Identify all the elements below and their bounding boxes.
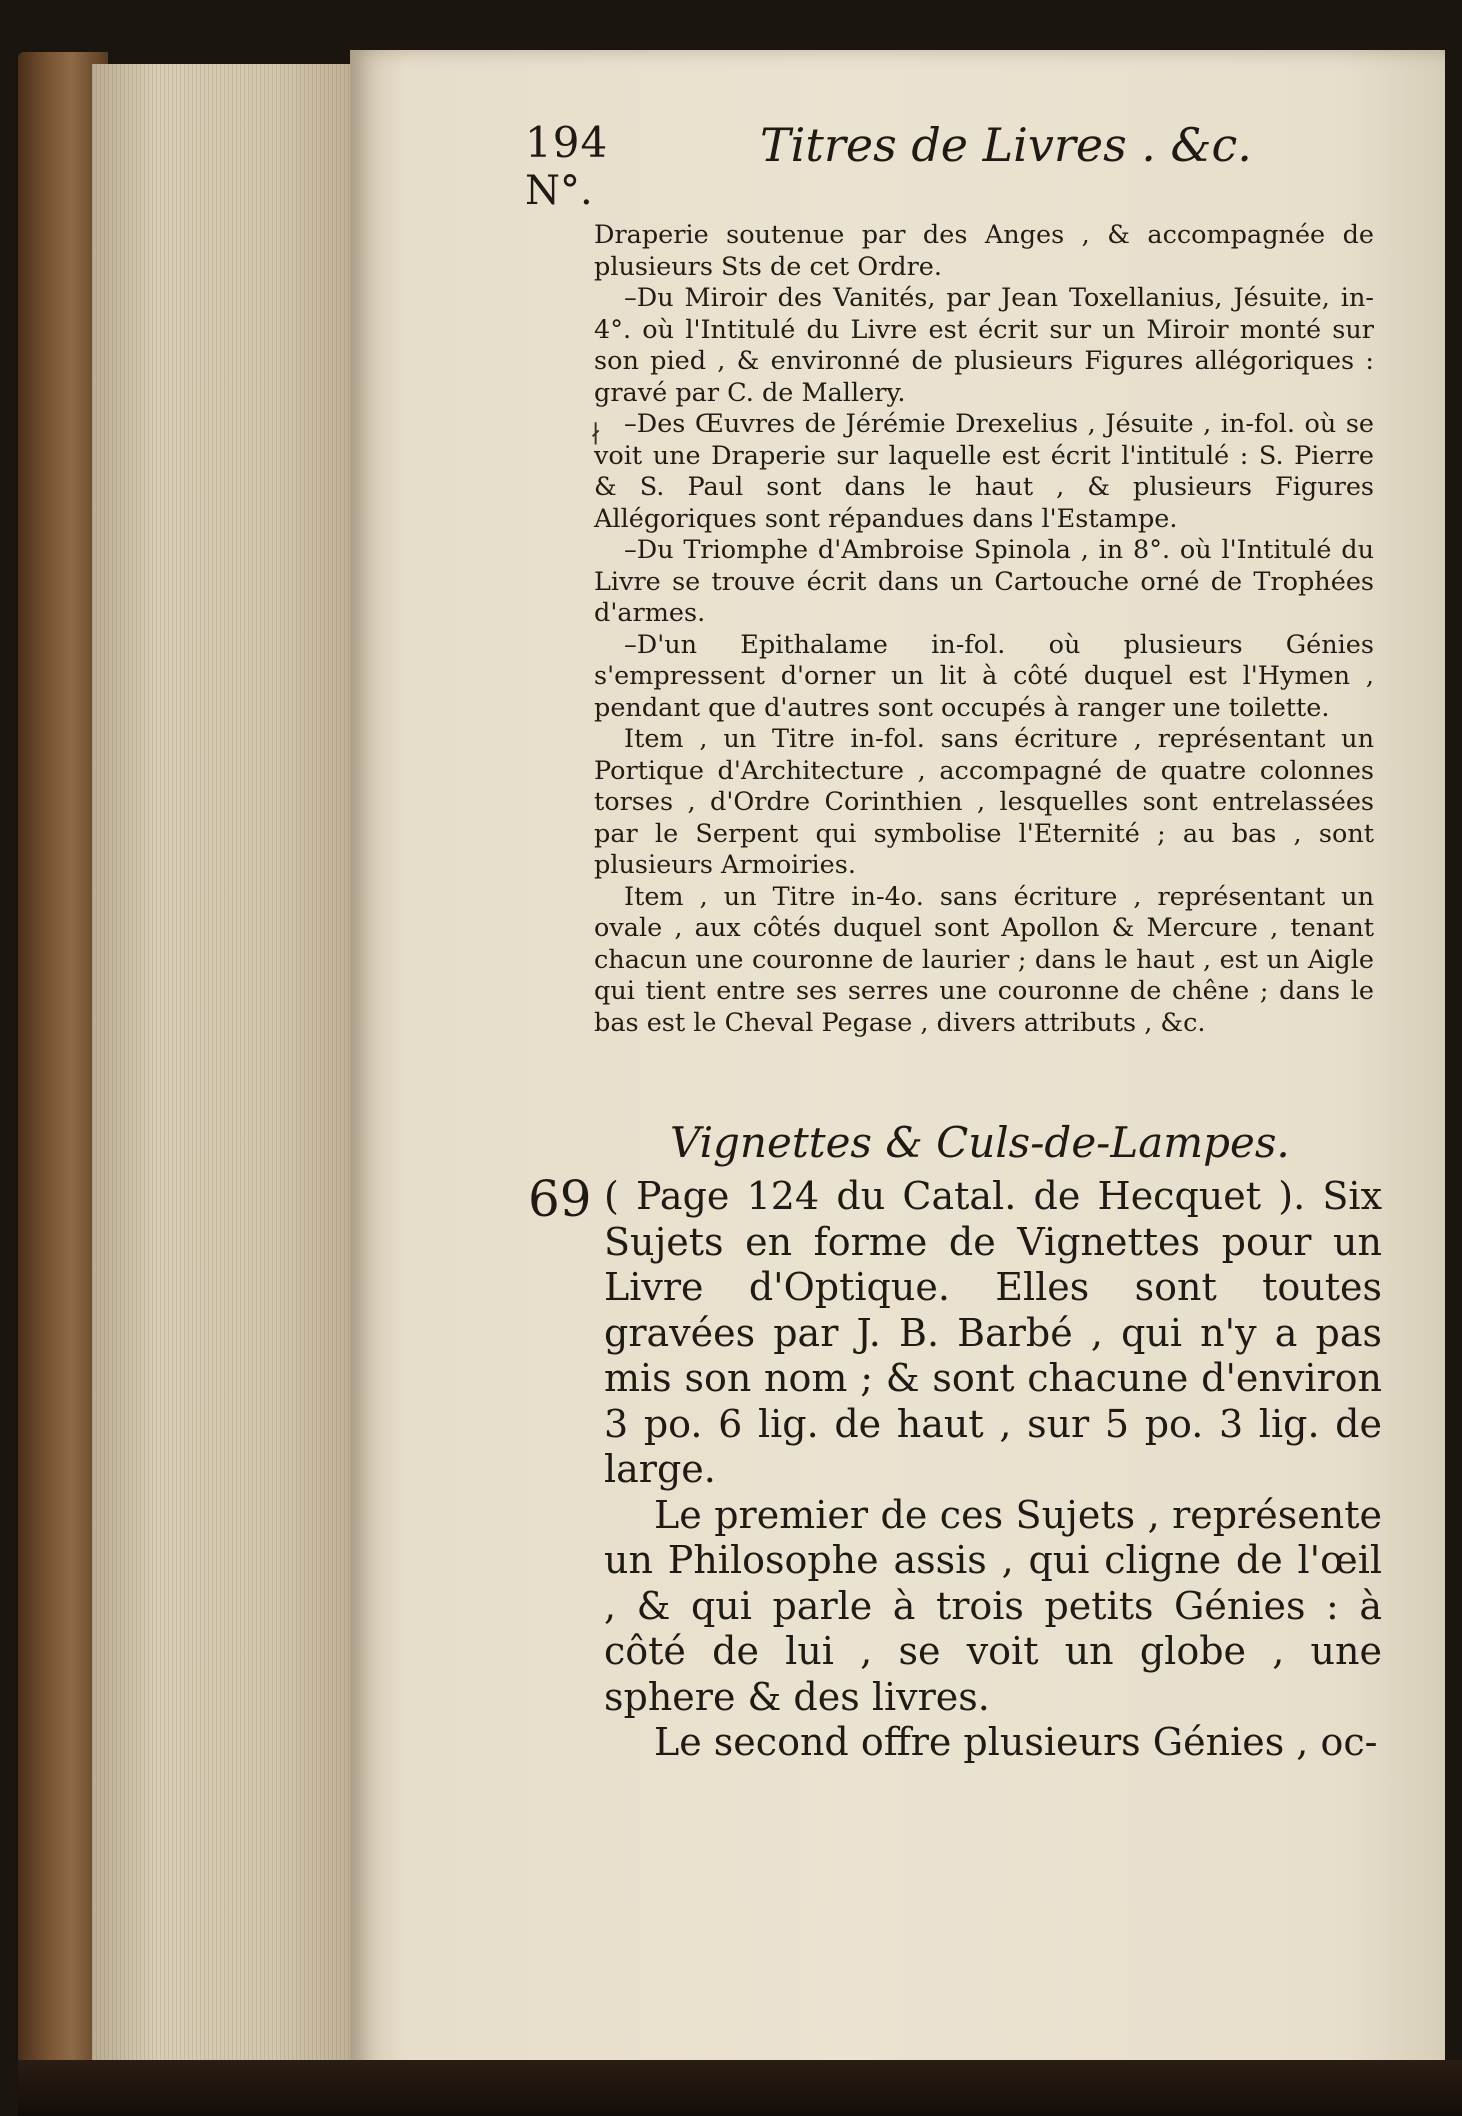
entry-continuation-text [594, 220, 1374, 1039]
entry-number: 69 [528, 1170, 592, 1228]
paragraph: Item , un Titre in-4o. sans écriture , représentant un ovale , aux côtés duquel sont Apollon & Mercure , tenant chacun une couronne de laurier ; dans le haut , est un Aigle qui tient entre ses serres une couronne de chêne ; dans le bas est le Cheval Pegase , divers attributs , &c. [594, 881, 1374, 1038]
paragraph: –Du Miroir des Vanités, par Jean Toxellanius, Jésuite, in-4°. où l'Intitulé du Livre est écrit sur un Miroir monté sur son pied , & environné de plusieurs Figures allégoriques : gravé par C. de Mallery. [594, 283, 1374, 408]
entry-text [604, 1174, 1382, 1766]
paragraph: –D'un Epithalame in-fol. où plusieurs Génies s'empressent d'orner un lit à côté duquel est l'Hymen , pendant que d'autres sont occupés à ranger une toilette. [594, 629, 1374, 723]
paragraph: Draperie soutenue par des Anges , & accompagnée de plusieurs Sts de cet Ordre. [594, 220, 1374, 282]
page-number: 194 [525, 118, 609, 167]
paragraph: Le second offre plusieurs Génies , oc- [654, 1720, 1378, 1764]
number-column-marker: N°. [525, 168, 593, 214]
running-title: Titres de Livres . &c. [760, 118, 1252, 172]
paragraph: –Du Triomphe d'Ambroise Spinola , in 8°. où l'Intitulé du Livre se trouve écrit dans un Cartouche orné de Trophées d'armes. [594, 535, 1374, 628]
section-heading: Vignettes & Culs-de-Lampes. [670, 1118, 1290, 1167]
book-cover-bottom [18, 2060, 1462, 2116]
margin-annotation: ∤ [590, 420, 602, 448]
paragraph: ( Page 124 du Catal. de Hecquet ). Six Sujets en forme de Vignettes pour un Livre d'Optique. Elles sont toutes gravées par J. B. Barbé , qui n'y a pas mis son nom ; & sont chacune d'environ 3 po. 6 lig. de haut , sur 5 po. 3 lig. de large. [604, 1174, 1382, 1491]
paragraph: Item , un Titre in-fol. sans écriture , représentant un Portique d'Architecture , accompagné de quatre colonnes torses , d'Ordre Corinthien , lesquelles sont entrelassées par le Serpent qui symbolise l'Eternité ; au bas , sont plusieurs Armoiries. [594, 724, 1374, 880]
paragraph: –Des Œuvres de Jérémie Drexelius , Jésuite , in-fol. où se voit une Draperie sur laquelle est écrit l'intitulé : S. Pierre & S. Paul sont dans le haut , & plusieurs Figures Allégoriques sont répandues dans l'Estampe. [594, 409, 1374, 534]
paragraph: Le premier de ces Sujets , représente un Philosophe assis , qui cligne de l'œil , & qui parle à trois petits Génies : à côté de lui , se voit un globe , une sphere & des livres. [604, 1492, 1382, 1719]
page-edges [92, 64, 354, 2088]
